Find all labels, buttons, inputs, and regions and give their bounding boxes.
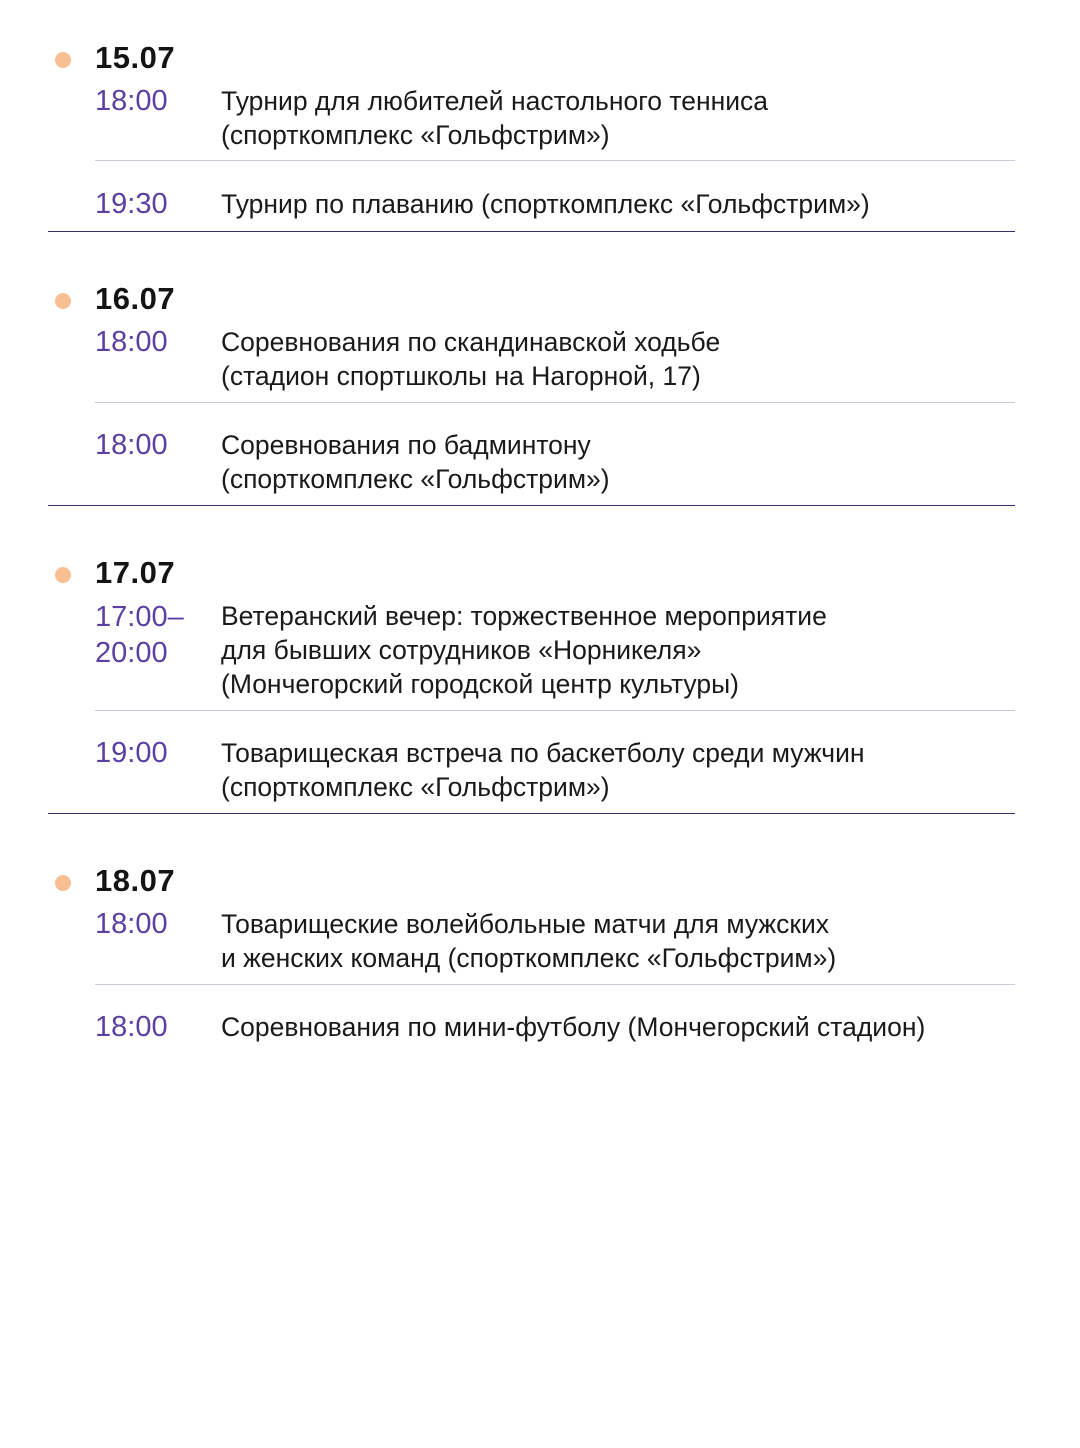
event-divider [95,984,1015,985]
event-title: Турнир для любителей настольного тенниса (спорткомплекс «Гольфстрим») [221,86,769,150]
day-date: 15.07 [95,40,176,75]
day-block-15-07 [48,0,1015,232]
event-title: Товарищеские волейбольные матчи для мужских и женских команд (спорткомплекс «Гольфстрим») [221,909,837,973]
event-time: 18:00 [95,429,168,461]
event-time: 18:00 [95,908,168,940]
event-time: 18:00 [95,1011,168,1043]
event-divider [95,402,1015,403]
event-divider [95,160,1015,161]
day-block-18-07 [48,814,1015,1064]
day-block-17-07 [48,506,1015,814]
event-time: 19:30 [95,188,168,220]
bullet-dot-icon [55,52,71,68]
event-title: Турнир по плаванию (спорткомплекс «Гольфстрим») [221,189,870,219]
event-time: 17:00– 20:00 [95,601,184,669]
bullet-dot-icon [55,875,71,891]
event-time: 18:00 [95,85,168,117]
bullet-dot-icon [55,293,71,309]
day-date: 16.07 [95,281,176,316]
bullet-dot-icon [55,567,71,583]
event-title: Соревнования по скандинавской ходьбе (стадион спортшколы на Нагорной, 17) [221,327,721,391]
event-time: 18:00 [95,326,168,358]
day-block-16-07 [48,232,1015,506]
event-divider [95,710,1015,711]
day-date: 18.07 [95,863,176,898]
event-title: Соревнования по бадминтону (спорткомплекс «Гольфстрим») [221,430,610,494]
event-title: Соревнования по мини-футболу (Мончегорский стадион) [221,1012,926,1042]
event-title: Товарищеская встреча по баскетболу среди мужчин (спорткомплекс «Гольфстрим») [221,738,865,802]
day-date: 17.07 [95,555,176,590]
event-title: Ветеранский вечер: торжественное мероприятие для бывших сотрудников «Норникеля» (Мончегорский городской центр культуры) [221,601,827,699]
event-time: 19:00 [95,737,168,769]
